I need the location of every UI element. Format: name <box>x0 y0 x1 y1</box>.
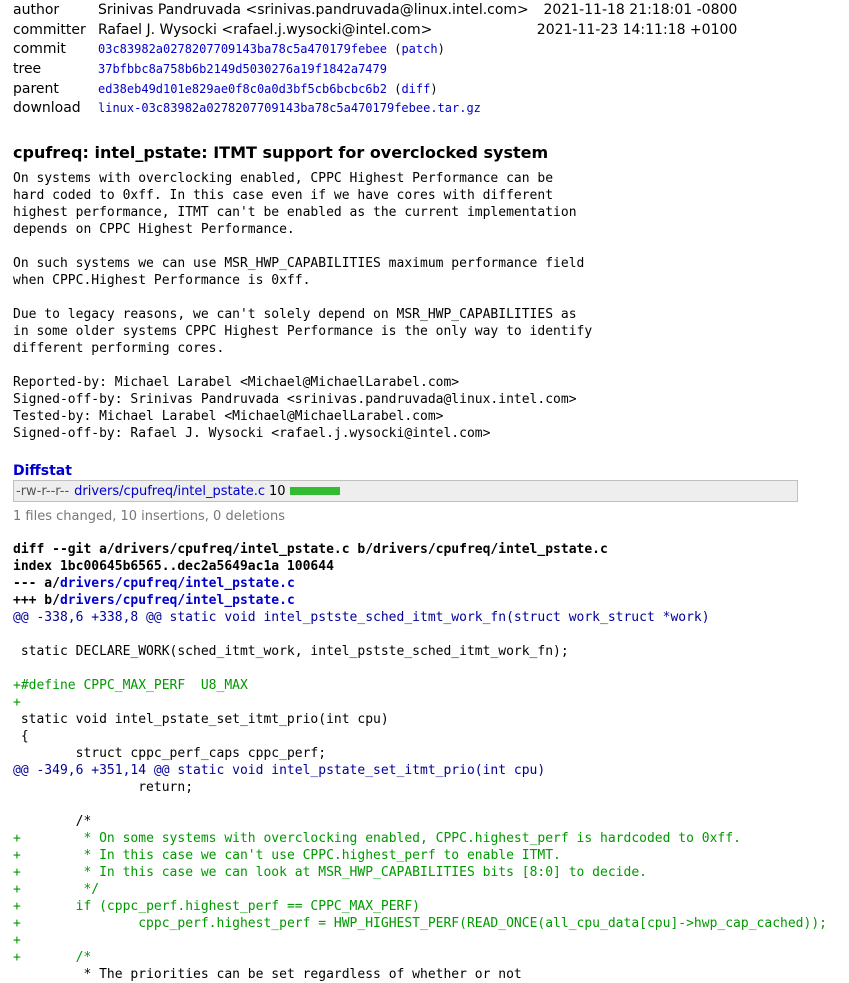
author-value: Srinivas Pandruvada <srinivas.pandruvada@linux.intel.com> <box>98 1 529 18</box>
diff-plus-line <box>13 592 827 609</box>
diff-line-add: + <box>13 933 21 948</box>
parent-cell <box>98 79 737 99</box>
parent-hash-link[interactable]: ed38eb49d101e829ae0f8c0a0d3bf5cb6bcbc6b2 <box>98 81 387 96</box>
parent-extra-open: ( <box>386 81 402 96</box>
commit-extra-open: ( <box>386 42 402 57</box>
parent-row <box>13 79 737 99</box>
commit-extra-close: ) <box>437 42 445 57</box>
diff-line-add: + */ <box>13 882 100 897</box>
tree-label: tree <box>13 60 42 77</box>
diff-line-ctx: static DECLARE_WORK(sched_itmt_work, intel_pstste_sched_itmt_work_fn); <box>13 644 569 659</box>
diff-minus-file-link[interactable]: drivers/cpufreq/intel_pstate.c <box>59 576 295 591</box>
diff-line-add: +#define CPPC_MAX_PERF U8_MAX <box>13 678 248 693</box>
diffstat-summary: 1 files changed, 10 insertions, 0 deletions <box>13 509 285 524</box>
download-label: download <box>13 100 81 117</box>
tree-row <box>13 59 737 79</box>
commit-label: commit <box>13 41 66 58</box>
parent-extra-close: ) <box>430 81 438 96</box>
author-date: 2021-11-18 21:18:01 -0800 <box>543 1 738 18</box>
committer-value: Rafael J. Wysocki <rafael.j.wysocki@intel.com> <box>98 21 433 38</box>
diff-plus-file-link[interactable]: drivers/cpufreq/intel_pstate.c <box>59 593 295 608</box>
diffstat-insertions-bar <box>290 487 340 495</box>
commit-info-table <box>13 0 737 118</box>
parent-label: parent <box>13 80 59 97</box>
diff-line-ctx <box>13 626 827 643</box>
download-tarball-link[interactable]: linux-03c83982a0278207709143ba78c5a470179febee.tar.gz <box>98 101 481 116</box>
diff-line-add: + * On some systems with overclocking enabled, CPPC.highest_perf is hardcoded to 0xff. <box>13 831 741 846</box>
file-mode: -rw-r--r-- <box>16 483 70 499</box>
diff-line-ctx: struct cppc_perf_caps cppc_perf; <box>13 746 327 761</box>
diff-line-ctx: static void intel_pstate_set_itmt_prio(int cpu) <box>13 712 389 727</box>
author-row <box>13 0 737 20</box>
download-cell <box>98 98 737 118</box>
diffstat-count: 10 <box>268 483 286 499</box>
download-row <box>13 98 737 118</box>
diff-line-ctx <box>13 796 827 813</box>
tree-hash-link[interactable]: 37bfbbc8a758b6b2149d5030276a19f1842a7479 <box>98 61 387 76</box>
diff-lines <box>13 609 827 983</box>
diffstat-header <box>13 463 72 479</box>
committer-date: 2021-11-23 14:11:18 +0100 <box>536 21 738 38</box>
diff-line-ctx: /* <box>13 814 92 829</box>
diff-line-ctx: return; <box>13 780 194 795</box>
diff-line-hunk: @@ -338,6 +338,8 @@ static void intel_pstste_sched_itmt_work_fn(struct work_struct *work) <box>13 610 710 625</box>
diff-line-ctx: { <box>13 729 29 744</box>
commit-hash-link[interactable]: 03c83982a0278207709143ba78c5a470179febee <box>98 42 387 57</box>
diff-line-add: + * In this case we can't use CPPC.highest_perf to enable ITMT. <box>13 848 561 863</box>
diff-line-hunk: @@ -349,6 +351,14 @@ static void intel_pstate_set_itmt_prio(int cpu) <box>13 763 546 778</box>
diff-plus-prefix: +++ b/ <box>13 593 60 608</box>
author-label: author <box>13 1 60 18</box>
commit-cell <box>98 39 737 59</box>
diff-line-ctx: * The priorities can be set regardless of whether or not <box>13 967 522 982</box>
committer-label: committer <box>13 21 86 38</box>
diff-minus-prefix: --- a/ <box>13 576 60 591</box>
commit-subject: cpufreq: intel_pstate: ITMT support for overclocked system <box>13 143 549 162</box>
tree-cell <box>98 59 737 79</box>
diff-view <box>13 541 827 983</box>
committer-row <box>13 20 737 40</box>
diffstat-table <box>13 480 798 502</box>
diff-line-ctx <box>13 660 827 677</box>
diff-line-add: + * In this case we can look at MSR_HWP_CAPABILITIES bits [8:0] to decide. <box>13 865 647 880</box>
diff-link[interactable]: diff <box>401 81 431 96</box>
diff-line-add: + /* <box>13 950 92 965</box>
commit-row <box>13 39 737 59</box>
diff-line-add: + if (cppc_perf.highest_perf == CPPC_MAX_PERF) <box>13 899 420 914</box>
diff-index-line: index 1bc00645b6565..dec2a5649ac1a 100644 <box>13 559 334 574</box>
diff-line-add: + cppc_perf.highest_perf = HWP_HIGHEST_PERF(READ_ONCE(all_cpu_data[cpu]->hwp_cap_cached)); <box>13 916 827 931</box>
commit-message: On systems with overclocking enabled, CPPC Highest Performance can be hard coded to 0xff. In this case even if we have cores with different highest performance, ITMT can't be enabled as the current implementation depends on CPPC Highest Performance. On such systems we can use MSR_HWP_CAPABILITIES maximum performance field when CPPC.Highest Performance is 0xff. Due to legacy reasons, we can't solely depend on MSR_HWP_CAPABILITIES as in some older systems CPPC Highest Performance is the only way to identify different performing cores. Reported-by: Michael Larabel <Michael@MichaelLarabel.com> Signed-off-by: Srinivas Pandruvada <srinivas.pandruvada@linux.intel.com> Tested-by: Michael Larabel <Michael@MichaelLarabel.com> Signed-off-by: Rafael J. Wysocki <rafael.j.wysocki@intel.com> <box>13 171 593 441</box>
diffstat-file-link[interactable]: drivers/cpufreq/intel_pstate.c <box>74 483 265 499</box>
diff-line-add: + <box>13 695 21 710</box>
diff-minus-line <box>13 575 827 592</box>
diff-head-line: diff --git a/drivers/cpufreq/intel_pstate.c b/drivers/cpufreq/intel_pstate.c <box>13 542 608 557</box>
patch-link[interactable]: patch <box>401 42 438 57</box>
diffstat-link[interactable]: Diffstat <box>13 463 72 479</box>
